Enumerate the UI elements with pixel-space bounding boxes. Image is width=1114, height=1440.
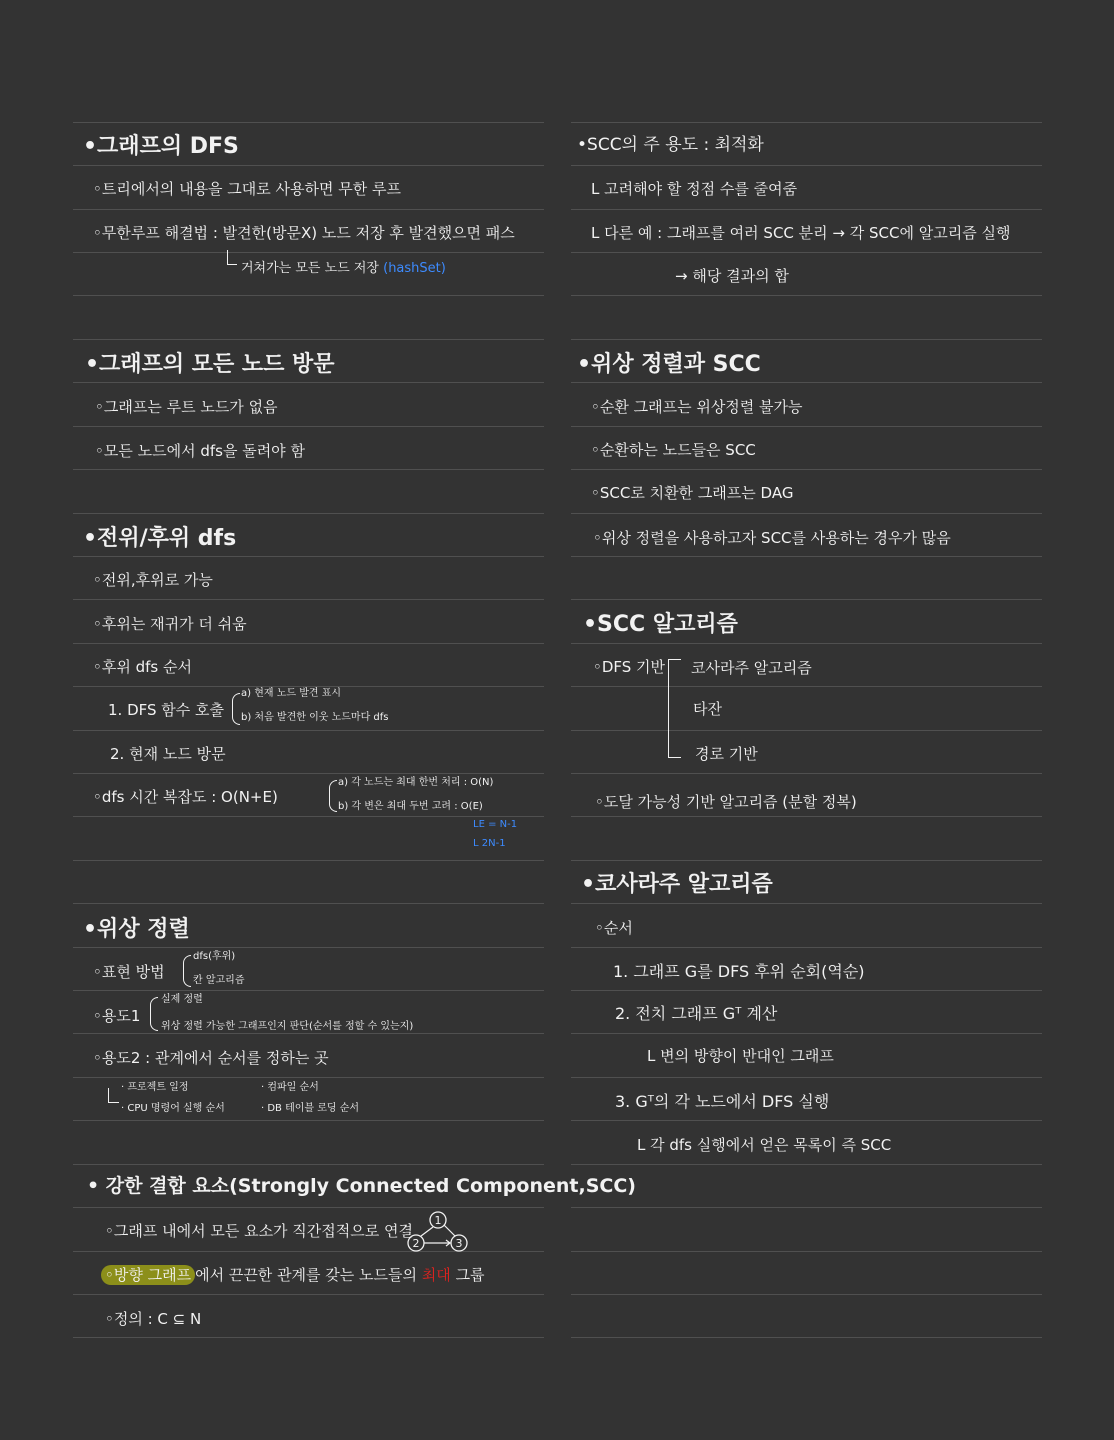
rule-line	[571, 947, 1042, 948]
curly-brace	[329, 780, 337, 812]
graph-edge	[444, 1225, 455, 1236]
rule-line	[73, 1251, 544, 1252]
sub-item: b) 처음 발견한 이웃 노드마다 dfs	[241, 712, 389, 723]
rule-line	[571, 860, 1042, 861]
section-title-scc: • 강한 결합 요소(Strongly Connected Component,SCC)	[87, 1175, 636, 1197]
note-line: L 변의 방향이 반대인 그래프	[647, 1047, 834, 1065]
rule-line	[571, 816, 1042, 817]
rule-line	[73, 1207, 544, 1208]
algorithm-item: 코사라주 알고리즘	[691, 659, 812, 677]
rule-line	[73, 1164, 544, 1165]
rule-line	[571, 295, 1042, 296]
note-line: ◦모든 노드에서 dfs을 돌려야 함	[95, 442, 305, 460]
rule-line	[571, 426, 1042, 427]
note-line: ◦dfs 시간 복잡도 : O(N+E)	[93, 788, 278, 806]
section-title-scc-algorithm: •SCC 알고리즘	[583, 612, 738, 637]
note-line: ◦용도2 : 관계에서 순서를 정하는 곳	[93, 1049, 329, 1067]
graph-edge	[421, 1227, 433, 1236]
section-title-kosaraju: •코사라주 알고리즘	[581, 872, 773, 897]
blue-annotation: L 2N-1	[473, 838, 506, 849]
algorithm-item: 타잔	[693, 700, 722, 718]
node-label: 1	[434, 1214, 442, 1227]
rule-line	[73, 816, 544, 817]
rule-line	[571, 1164, 1042, 1165]
note-line: ◦트리에서의 내용을 그대로 사용하면 무한 루프	[93, 180, 401, 198]
hashset-note: (hashSet)	[383, 261, 446, 276]
rule-line	[73, 165, 544, 166]
step-item: 1. 그래프 G를 DFS 후위 순회(역순)	[613, 962, 865, 981]
rule-line	[73, 295, 544, 296]
rule-line	[571, 556, 1042, 557]
rule-line	[571, 513, 1042, 514]
sub-item: b) 각 변은 최대 두번 고려 : O(E)	[338, 801, 483, 812]
section-title-graph-dfs: •그래프의 DFS	[83, 134, 239, 159]
section-title-visit-all-nodes: •그래프의 모든 노드 방문	[85, 352, 335, 377]
rule-line	[73, 209, 544, 210]
note-line: ◦정의 : C ⊆ N	[105, 1310, 202, 1328]
blue-annotation: LE = N-1	[473, 819, 518, 830]
example-item: · 프로젝트 일정	[121, 1082, 189, 1093]
rule-line	[571, 1120, 1042, 1121]
rule-line	[73, 339, 544, 340]
note-line: → 해당 결과의 합	[675, 267, 789, 285]
rule-line	[571, 122, 1042, 123]
note-line: ◦용도1	[93, 1007, 141, 1025]
rule-line	[73, 1294, 544, 1295]
branch-connector	[108, 1088, 119, 1103]
step-item: 3. Gᵀ의 각 노드에서 DFS 실행	[615, 1092, 830, 1111]
sub-item: 실제 정렬	[161, 994, 203, 1005]
note-line: ◦그래프 내에서 모든 요소가 직간접적으로 연결	[105, 1222, 413, 1240]
rule-line	[73, 252, 544, 253]
note-line: ◦SCC로 치환한 그래프는 DAG	[591, 484, 794, 502]
branch-connector	[227, 250, 237, 265]
step-item: 1. DFS 함수 호출	[108, 701, 225, 719]
right-column	[571, 122, 1042, 1338]
note-text: 그룹	[455, 1266, 485, 1284]
curly-brace	[232, 693, 240, 725]
curly-brace	[183, 955, 191, 987]
rule-line	[571, 1251, 1042, 1252]
node-label: 3	[455, 1237, 463, 1250]
rule-line	[571, 686, 1042, 687]
rule-line	[73, 513, 544, 514]
rule-line	[73, 599, 544, 600]
rule-line	[571, 643, 1042, 644]
rule-line	[571, 1207, 1042, 1208]
rule-line	[73, 860, 544, 861]
sub-item: a) 현재 노드 발견 표시	[241, 688, 342, 699]
rule-line	[73, 947, 544, 948]
highlighted-text: ◦방향 그래프	[101, 1265, 195, 1285]
rule-line	[571, 1337, 1042, 1338]
note-text: 에서 끈끈한 관계를 갖는 노드들의	[195, 1266, 418, 1284]
rule-line	[571, 339, 1042, 340]
note-line: ◦순환 그래프는 위상정렬 불가능	[591, 398, 803, 416]
note-line: ◦순환하는 노드들은 SCC	[591, 441, 756, 459]
rule-line	[571, 773, 1042, 774]
rule-line	[73, 1033, 544, 1034]
note-line: ◦위상 정렬을 사용하고자 SCC를 사용하는 경우가 많음	[593, 529, 951, 547]
rule-line	[73, 903, 544, 904]
note-line: ◦그래프는 루트 노드가 없음	[95, 398, 278, 416]
note-line: ◦무한루프 해결법 : 발견한(방문X) 노드 저장 후 발견했으면 패스	[93, 224, 515, 242]
note-line: ◦후위 dfs 순서	[93, 658, 192, 676]
note-line: L 각 dfs 실행에서 얻은 목록이 즉 SCC	[637, 1136, 892, 1154]
rule-line	[73, 469, 544, 470]
rule-line	[73, 122, 544, 123]
note-line: ◦후위는 재귀가 더 쉬움	[93, 615, 247, 633]
example-item: · CPU 명령어 실행 순서	[121, 1103, 225, 1114]
algorithm-item: 경로 기반	[695, 745, 758, 763]
rule-line	[73, 1337, 544, 1338]
rule-line	[571, 469, 1042, 470]
sub-item: 위상 정렬 가능한 그래프인지 판단(순서를 정할 수 있는지)	[161, 1021, 414, 1032]
section-title-pre-post-dfs: •전위/후위 dfs	[83, 526, 237, 551]
rule-line	[73, 556, 544, 557]
sub-item: 칸 알고리즘	[193, 975, 245, 986]
rule-line	[73, 773, 544, 774]
section-title-topological-sort: •위상 정렬	[83, 917, 190, 942]
rule-line	[73, 426, 544, 427]
rule-line	[73, 686, 544, 687]
scc-cycle-diagram	[403, 1210, 473, 1252]
rule-line	[571, 382, 1042, 383]
example-item: · 컴파일 순서	[261, 1082, 319, 1093]
rule-line	[571, 990, 1042, 991]
curly-brace	[150, 997, 158, 1031]
note-line: L 고려해야 할 정점 수를 줄여줌	[591, 180, 798, 198]
rule-line	[571, 1294, 1042, 1295]
note-line: ◦순서	[595, 919, 633, 937]
rule-line	[571, 730, 1042, 731]
rule-line	[571, 209, 1042, 210]
note-line: ◦표현 방법	[93, 963, 165, 981]
rule-line	[571, 599, 1042, 600]
bracket	[668, 659, 681, 758]
example-item: · DB 테이블 로딩 순서	[261, 1103, 360, 1114]
section-title-topo-and-scc: •위상 정렬과 SCC	[577, 352, 761, 377]
note-line: ◦도달 가능성 기반 알고리즘 (분할 정복)	[595, 793, 857, 811]
step-item: 2. 현재 노드 방문	[110, 745, 226, 763]
note-line: ◦DFS 기반	[593, 658, 666, 676]
rule-line	[571, 165, 1042, 166]
rule-line	[571, 1033, 1042, 1034]
note-line: L 다른 예 : 그래프를 여러 SCC 분리 → 각 SCC에 알고리즘 실행	[591, 224, 1011, 242]
rule-line	[73, 1077, 544, 1078]
step-item: 2. 전치 그래프 Gᵀ 계산	[615, 1004, 778, 1023]
rule-line	[571, 252, 1042, 253]
rule-line	[571, 903, 1042, 904]
rule-line	[73, 990, 544, 991]
node-label: 2	[412, 1237, 420, 1250]
rule-line	[73, 1120, 544, 1121]
section-title-scc-usage: •SCC의 주 용도 : 최적화	[577, 135, 764, 155]
sub-item: a) 각 노드는 최대 한번 처리 : O(N)	[338, 777, 494, 788]
note-line	[101, 1268, 485, 1283]
note-line: ◦전위,후위로 가능	[93, 571, 213, 589]
rule-line	[73, 382, 544, 383]
emphasis-text: 최대	[421, 1266, 451, 1284]
rule-line	[571, 1077, 1042, 1078]
note-line	[241, 262, 446, 275]
rule-line	[73, 730, 544, 731]
rule-line	[73, 643, 544, 644]
sub-item: dfs(후위)	[193, 951, 236, 962]
note-text: 거쳐가는 모든 노드 저장	[241, 261, 379, 276]
